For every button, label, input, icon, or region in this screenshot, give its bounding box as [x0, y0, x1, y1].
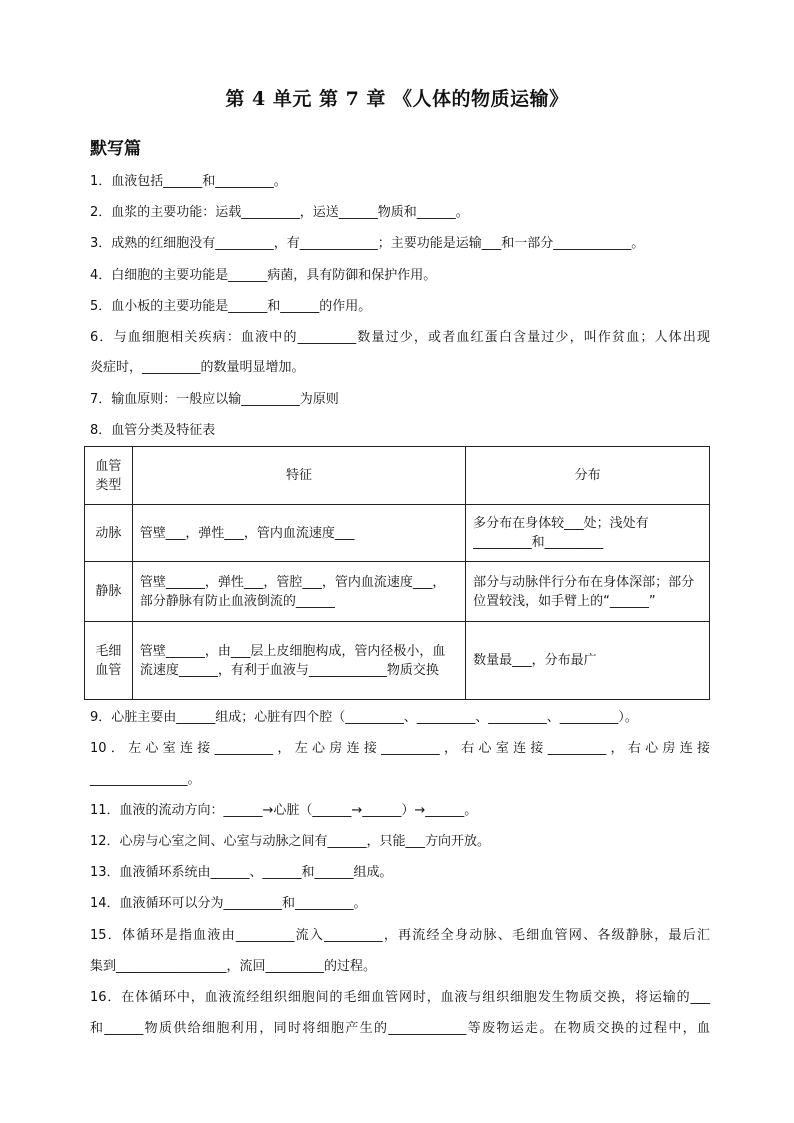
table-header: 分布 — [466, 447, 710, 505]
question-line: _______________。 — [90, 772, 201, 787]
table-cell: 管壁___，弹性___，管内血流速度___ — [132, 505, 465, 562]
question-line: 1．血液包括______和_________。 — [90, 174, 287, 189]
section-heading: 默写篇 — [90, 139, 141, 159]
table-cell: 数量最___，分布最广 — [466, 622, 710, 700]
question-line: 7．输血原则：一般应以输_________为原则 — [90, 392, 339, 407]
question-line: 16．在体循环中，血液流经组织细胞间的毛细血管网时，血液与组织细胞发生物质交换，将运输的___ — [90, 990, 710, 1005]
table-row — [85, 562, 710, 622]
question-line: 集到_________________，流回_________的过程。 — [90, 959, 377, 974]
table-cell: 管壁______，弹性___，管腔___，管内血流速度___，部分静脉有防止血液倒流的______ — [132, 562, 465, 622]
table-header: 血管类型 — [85, 447, 133, 505]
question-line: 12．心房与心室之间、心室与动脉之间有______，只能___方向开放。 — [90, 834, 491, 849]
page-title: 第 4 单元 第 7 章 《人体的物质运输》 — [225, 88, 569, 110]
question-line: 3．成熟的红细胞没有_________，有____________；主要功能是运输___和一部分____________。 — [90, 236, 645, 251]
question-line: 13．血液循环系统由______、______和______组成。 — [90, 865, 393, 880]
question-line: 和______物质供给细胞利用，同时将细胞产生的____________等废物运走。在物质交换的过程中，血 — [90, 1021, 710, 1036]
question-line: 4．白细胞的主要功能是______病菌，具有防御和保护作用。 — [90, 268, 437, 283]
table-cell: 部分与动脉伴行分布在身体深部；部分位置较浅，如手臂上的“______” — [466, 562, 710, 622]
vessel-table — [84, 446, 710, 700]
table-header: 特征 — [132, 447, 465, 505]
question-line: 10．左心室连接_________，左心房连接_________，右心室连接_________，右心房连接 — [90, 741, 710, 756]
question-line: 炎症时，_________的数量明显增加。 — [90, 360, 305, 375]
table-cell: 多分布在身体较___处；浅处有_________和_________ — [466, 505, 710, 562]
question-line: 2．血浆的主要功能：运载_________，运送______物质和______。 — [90, 205, 469, 220]
question-line: 14．血液循环可以分为_________和_________。 — [90, 896, 367, 911]
question-line: 5．血小板的主要功能是______和______的作用。 — [90, 299, 372, 314]
table-cell: 管壁______，由___层上皮细胞构成，管内径极小，血流速度______，有利于血液与____________物质交换 — [132, 622, 465, 700]
table-row — [85, 505, 710, 562]
table-cell: 动脉 — [85, 505, 133, 562]
table-cell: 毛细血管 — [85, 622, 133, 700]
table-cell: 静脉 — [85, 562, 133, 622]
question-line: 8．血管分类及特征表 — [90, 423, 216, 438]
table-header-row — [85, 447, 710, 505]
table-row — [85, 622, 710, 700]
question-line: 11．血液的流动方向：______→心脏（______→______）→______。 — [90, 803, 478, 818]
question-line: 6．与血细胞相关疾病：血液中的_________数量过少，或者血红蛋白含量过少，叫作贫血；人体出现 — [90, 330, 710, 345]
question-line: 9．心脏主要由______组成；心脏有四个腔（_________、_________、_________、_________）。 — [90, 710, 638, 725]
question-line: 15．体循环是指血液由_________流入_________，再流经全身动脉、毛细血管网、各级静脉，最后汇 — [90, 928, 710, 943]
